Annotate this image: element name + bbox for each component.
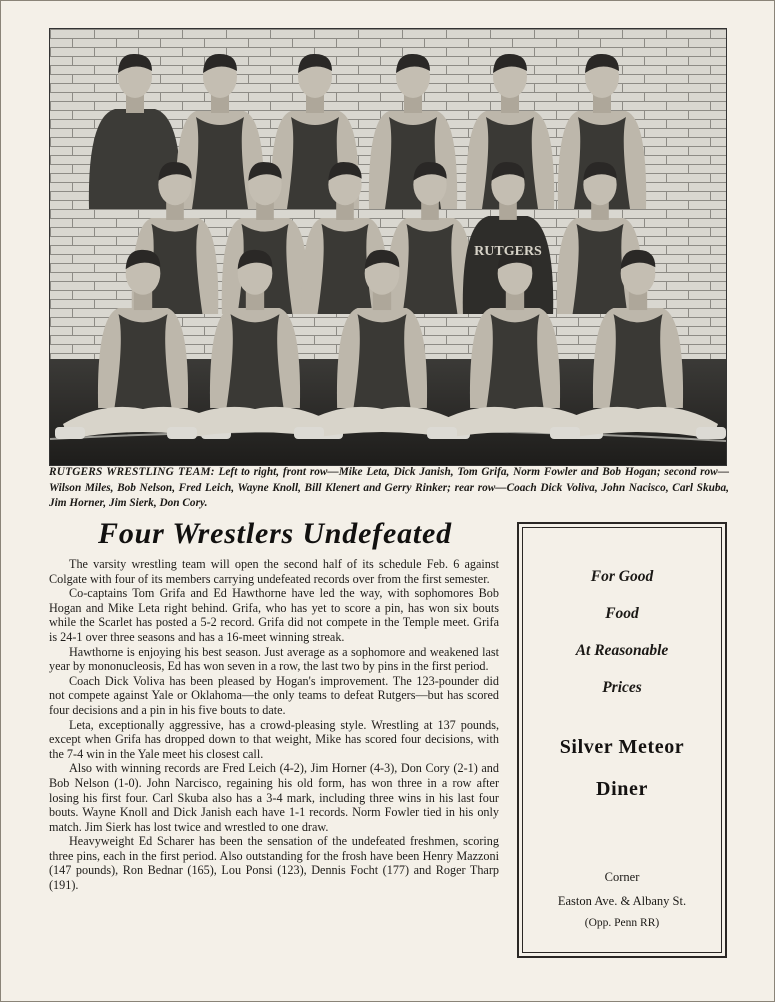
wrestling-shoe (55, 427, 85, 439)
photo-caption (49, 465, 729, 512)
ad-diner-name: Silver Meteor (559, 736, 685, 758)
ad-inner-frame (522, 527, 722, 953)
ad-address-line: (Opp. Penn RR) (584, 917, 660, 929)
ad-address-line: Easton Ave. & Albany St. (557, 894, 687, 908)
sweater-lettering: RUTGERS (474, 244, 542, 259)
ad-slogan-line: For Good (590, 568, 654, 585)
diner-advertisement (517, 522, 727, 958)
article-paragraph: Also with winning records are Fred Leich (4-2), Jim Horner (4-3), Don Cory (2-1) and Bob Nelson (1-0). John Narcisco, regaining his old form, has won three in a row after losing his first four. Carl Skuba also has a 3-4 mark, including three wins in his last four bouts. Wayne Knoll and Dick Janish each have 1-1 records. Norm Fowler tied in his only match. Jim Sierk has lost twice and wrestled to one draw. (49, 761, 499, 834)
ad-slogan-line: Food (605, 605, 639, 622)
ad-address-line: Corner (604, 870, 640, 884)
ad-slogan-line: Prices (602, 679, 642, 696)
wrestling-shoe (427, 427, 457, 439)
article-body (49, 557, 499, 893)
article-paragraph: Hawthorne is enjoying his best season. Just average as a sophomore and weakened last year by mononucleosis, Ed has won seven in a row, the last two by pins in the first period. (49, 644, 499, 674)
ad-slogan-line: At Reasonable (575, 642, 669, 659)
article-paragraph: Co-captains Tom Grifa and Ed Hawthorne have led the way, with sophomores Bob Hogan and Mike Leta right behind. Grifa, who has yet to score a pin, has won six bouts while the Scarlet has posted a 5-2 record. Grifa did not compete in the Temple meet. Grifa is 24-1 over three seasons and has a 16-meet winning streak. (49, 586, 499, 644)
team-photo-illustration (50, 29, 726, 465)
article-paragraph: Coach Dick Voliva has been pleased by Hogan's improvement. The 123-pounder did not compete against Yale or Oklahoma—the only teams to defeat Rutgers—but has scored four decisions and a pin in his five bouts to date. (49, 673, 499, 717)
article-headline: Four Wrestlers Undefeated (98, 517, 452, 550)
caption-text: Left to right, front row—Mike Leta, Dick Janish, Tom Grifa, Norm Fowler and Bob Hogan; second row—Wilson Miles, Bob Nelson, Fred Leich, Wayne Knoll, Bill Klenert and Gerry Rinker; rear row—Coach Dick Voliva, John Nacisco, Carl Skuba, Jim Horner, Jim Sierk, Don Cory. (49, 466, 730, 509)
article-paragraph: Heavyweight Ed Scharer has been the sensation of the undefeated freshmen, scoring three pins, each in the first period. Also outstanding for the frosh have been Henry Mazzoni (147 pounds), Ron Bednar (165), Lou Ponsi (123), Dennis Focht (177) and Roger Tharp (191). (49, 834, 499, 893)
wrestling-shoe (294, 427, 324, 439)
caption-lead: RUTGERS WRESTLING TEAM: (49, 466, 215, 478)
article-paragraph: The varsity wrestling team will open the second half of its schedule Feb. 6 against Colgate with four of its members carrying undefeated records over from the first semester. (49, 557, 499, 586)
team-photo (49, 28, 727, 466)
article-paragraph: Leta, exceptionally aggressive, has a crowd-pleasing style. Wrestling at 137 pounds, except when Grifa has dropped down to that weight, Mike has scored four decisions, with the 7-4 win in the Yale meet his closest call. (49, 717, 499, 761)
wrestling-shoe (696, 427, 726, 439)
ad-diner-name: Diner (596, 778, 648, 800)
wrestling-shoe (550, 427, 580, 439)
wrestling-shoe (167, 427, 197, 439)
